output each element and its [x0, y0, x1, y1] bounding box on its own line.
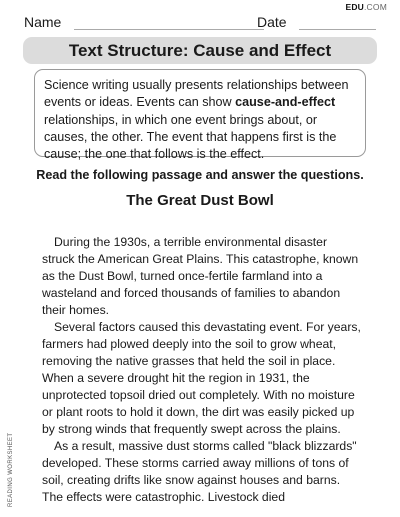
passage-title: The Great Dust Bowl — [126, 192, 274, 209]
date-label: Date — [257, 14, 287, 30]
passage-paragraph: As a result, massive dust storms called "black blizzards" developed. These storms carried away millions of tons of soil, creating drifts like snow against houses and barns. The effects were catastrophic. Livestock died — [42, 439, 357, 504]
passage-body — [42, 234, 362, 506]
intro-box — [34, 69, 366, 162]
name-label: Name — [24, 14, 62, 30]
date-field-line[interactable] — [299, 29, 376, 30]
passage-paragraph: Several factors caused this devastating event. For years, farmers had plowed deeply into the soil to grow wheat, removing the native grasses that held the soil in place. When a severe drought hit the region in 1931, the unprotected topsoil dried out completely. With no moisture or plant roots to hold it down, the dirt was easily picked up by strong winds that frequently swept across the plains. — [42, 320, 361, 436]
intro-text-1: Science writing usually presents relationships between events or ideas. Events can show — [44, 78, 349, 110]
intro-text-2: relationships, in which one event brings about, or causes, the other. The event that happens first is the cause; the one that follows is the effect. — [44, 112, 337, 162]
name-field-line[interactable] — [74, 29, 264, 30]
intro-bold-term: cause-and-effect — [235, 95, 336, 110]
site-logo: EDU.COM — [345, 2, 387, 12]
passage-paragraph: During the 1930s, a terrible environmental disaster struck the American Great Plains. This catastrophe, known as the Dust Bowl, turned once-fertile farmland into a wasteland and forced thousands of families to abandon their homes. — [42, 235, 359, 317]
worksheet-title: Text Structure: Cause and Effect — [23, 37, 377, 64]
header-row — [24, 14, 376, 32]
instruction-text: Read the following passage and answer the questions. — [36, 168, 364, 182]
side-label: READING WORKSHEET — [8, 432, 14, 507]
